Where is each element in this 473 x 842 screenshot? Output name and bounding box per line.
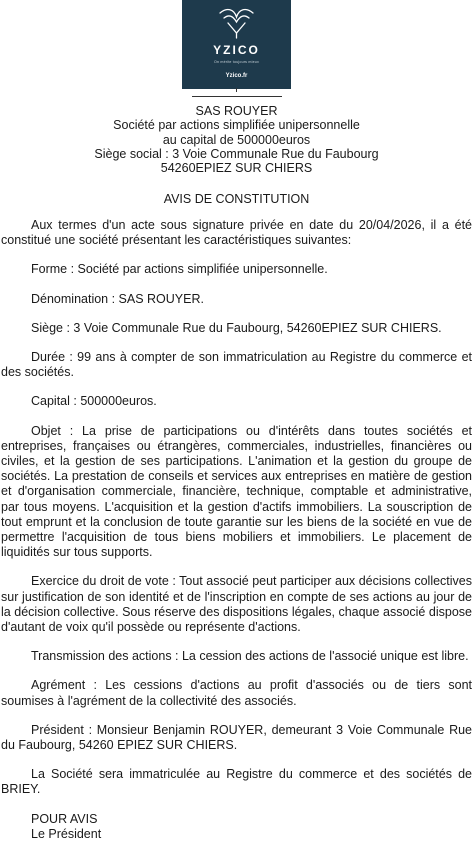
- denomination-paragraph: Dénomination : SAS ROUYER.: [31, 291, 204, 306]
- notice-body: [1, 218, 472, 842]
- seat-paragraph: Siège : 3 Voie Communale Rue du Faubourg, 54260EPIEZ SUR CHIERS.: [31, 320, 442, 335]
- yzico-logo: [182, 0, 291, 89]
- company-form: Société par actions simplifiée unipersonnelle: [113, 118, 360, 133]
- signoff: [1, 812, 472, 842]
- notice-heading: AVIS DE CONSTITUTION: [163, 192, 310, 206]
- logo-url: Yzico.fr: [225, 73, 248, 79]
- approval-paragraph: Agrément : Les cessions d'actions au profit d'associés ou de tiers sont soumises à l'agrément de la collectivité des associés.: [1, 678, 472, 708]
- signoff-line-2: Le Président: [31, 826, 102, 841]
- logo-wordmark: YZICO: [213, 43, 260, 57]
- president-paragraph: Président : Monsieur Benjamin ROUYER, demeurant 3 Voie Communale Rue du Faubourg, 54260 EPIEZ SUR CHIERS.: [1, 722, 472, 753]
- logo-tagline: On mérite toujours mieux: [214, 60, 259, 64]
- company-header: [0, 104, 473, 175]
- separator-tick: [236, 88, 237, 92]
- separator-rule: [192, 96, 282, 97]
- purpose-paragraph: Objet : La prise de participations ou d'intérêts dans toutes sociétés et entreprises, françaises ou étrangères, commerciales, industrielles, financières ou civiles, et la gestion de ses participations. L'animation et la gestion du groupe de sociétés. La prestation de conseils et services aux entreprises en matière de gestion et d'organisation commerciale, financière, technique, comptable et administrative, par tous moyens. L'acquisition et la gestion d'actifs immobiliers. La souscription de tout emprunt et la conclusion de toute garantie sur les biens de la société en vue de permettre l'acquisition de tous biens mobiliers et immobiliers. Le placement de liquidités sur tous supports.: [1, 423, 472, 560]
- intro-paragraph: Aux termes d'un acte sous signature privée en date du 20/04/2026, il a été constitué une société présentant les caractéristiques suivantes:: [1, 218, 472, 248]
- form-paragraph: Forme : Société par actions simplifiée unipersonnelle.: [31, 262, 328, 277]
- company-name: SAS ROUYER: [195, 104, 278, 118]
- duration-paragraph: Durée : 99 ans à compter de son immatriculation au Registre du commerce et des sociétés.: [1, 350, 472, 380]
- company-capital: au capital de 500000euros: [162, 132, 311, 147]
- signoff-line-1: POUR AVIS: [31, 811, 98, 826]
- transfer-paragraph: Transmission des actions : La cession des actions de l'associé unique est libre.: [31, 649, 469, 664]
- company-seat: Siège social : 3 Voie Communale Rue du Faubourg: [94, 146, 379, 161]
- registration-paragraph: La Société sera immatriculée au Registre du commerce et des sociétés de BRIEY.: [1, 767, 472, 797]
- voting-paragraph: Exercice du droit de vote : Tout associé peut participer aux décisions collectives sur justification de son identité et de l'inscription en compte de ses actions au jour de la décision collective. Sous réserve des dispositions légales, chaque associé dispose d'autant de voix qu'il possède ou représente d'actions.: [1, 574, 472, 635]
- capital-paragraph: Capital : 500000euros.: [31, 394, 157, 409]
- company-seat-city: 54260EPIEZ SUR CHIERS: [160, 161, 313, 176]
